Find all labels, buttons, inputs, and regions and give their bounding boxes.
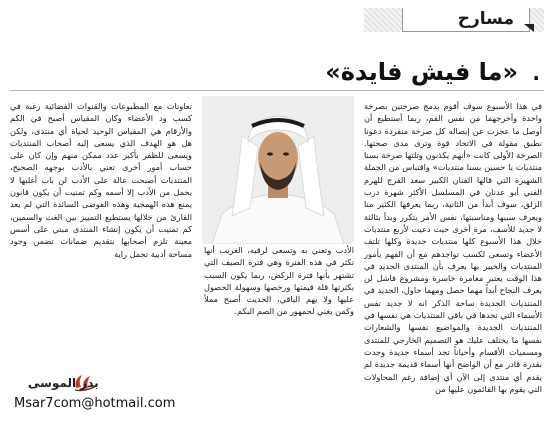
column-right-text: في هذا الأسبوع سوف أقوم بدمج صرختين بصرخة واحدة وأخرجهما من نفس الفم، ربما أستطيع أن أوصل ما عجزت عن إيصاله كل صرخة منفردة دعونا نطبق مقولة في الاتحاد قوة وترى مدى صحتها. الصرخة الأولى كانت «أنهم يكذبون وتلتها صرخة بسنا منتديات يا حسين بسنا منتديات» واقتباس من الجملة الشهيرة التي قالها الفنان الكبير سعد الفرج للهرم الفني أبو عدنان في المسلسل الأكثر شهرة درب الزلق، سوف أبدأ من الثانية، ربما يعرفها الكثير منا ويعرف سببها ومناسبتها، نفس الأمر يتكرر وبدأ بثالثة لا جديد للأسف، مرة أخرى حيث دعيت لأربع منتديات خلال هذا الأسبوع كلها منتديات جديدة وكلها تلتف الأعضاء وتسعى لكسب تواجدهم مع أن الفهم بأمور المنتديات والخبير بها يعرف بأن المنتدى الجديد في هذا الوقت يعتبر مغامرة خاسرة ومشروع فاشل لن يعرف النجاح أبداً مهما حصل ومهما حاول، الجديد في المنتديات الجديدة ساحة الذكر انه لا جديد نفس الأسماء التي تجدها في باقي المنتديات هي نفسها في المنتديات الجديدة والمواضيع نفسها والشعارات نفسها ما يختلف عليك هو التصميم الخارجي للمنتدى ومسميات الأقسام وأحياناً تجد أسماء جديدة وجدت بقدرة قادر مع أن الواضح أنها أسماء قديمة جديدة لم يقدم أي منتدى إلى الآن أي إضافة رغم المحاولات التي يقوم بها القائمون عليها من bbox=[364, 101, 542, 394]
section-corner-mark bbox=[524, 24, 534, 32]
section-label: مسارح bbox=[457, 9, 514, 29]
author-name: بدر الموسى bbox=[28, 376, 99, 390]
column-left-text: تعاونات مع المطبوعات والقنوات الفضائية رغبة في كسب ود الأعضاء وكان المقياس أصبح في الكم والأرقام هي المقياس الوحيد لحياة أي منتدى، ولكن هل هو الهدف الذي يسعى إليه أصحاب المنتديات ويسعى للظفر بأكبر عدد ممكن منهم وإن كان على حساب أمور أخرى تعني بالأدب بوجهه الصحيح، المنتديات أصبحت عالة على الأدب لن باب أغلبها لا يحمل من الأدب إلا أسمه وكم تمنيت أن يكون قانون يمنع هذه الهمجية وهذه الفوضى السائدة التي لم يعد القارئ من خلالها يستطيع التمييز بين الغث والسمين، كم تمنيت أن يكون إنشاء المنتدى مبني على أسس معينة تلزم أصحابها بتقديم ضمانات تضمن وجود مساحة أدبية تحمل راية bbox=[10, 101, 192, 259]
article-column-right bbox=[364, 100, 542, 416]
article-headline bbox=[325, 58, 540, 86]
author-photo bbox=[202, 96, 354, 244]
headline-text: «ما فيش فايدة» bbox=[325, 58, 519, 86]
article-column-middle bbox=[204, 244, 354, 372]
author-portrait-image bbox=[202, 96, 354, 244]
column-middle-text: الأدب وتعني به وتسعى لرقيه، الغريب أنها تكثر في هذه الفترة وهي فترة الصيف التي تشتهر بأنها فترة الركض، ربما يكون السبب بكثرتها قلة قيمتها ورخصها وسهولة الحصول عليها ولا يهم الباقي، الحديث أصبح مملاً وكمن يغني لجمهور من الصم البكم. bbox=[204, 245, 354, 317]
author-email: Msar7com@hotmail.com bbox=[14, 396, 176, 411]
headline-bullet: . bbox=[532, 61, 540, 85]
headline-divider bbox=[10, 90, 544, 91]
article-column-left bbox=[10, 100, 192, 316]
section-header bbox=[364, 8, 544, 32]
